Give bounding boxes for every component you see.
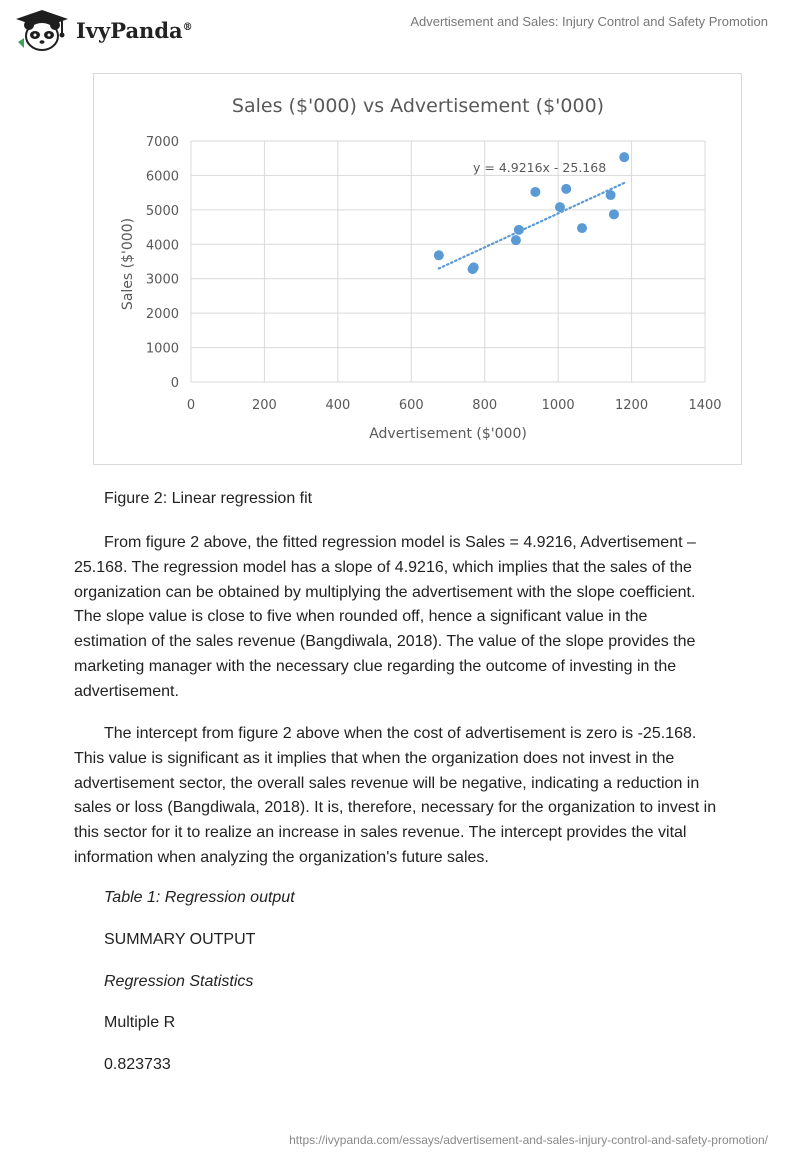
logo[interactable] bbox=[14, 8, 193, 52]
chart-grid bbox=[191, 141, 705, 382]
x-tick-label: 1200 bbox=[615, 398, 649, 413]
y-tick-label: 5000 bbox=[145, 203, 179, 219]
y-tick-label: 6000 bbox=[145, 169, 179, 185]
data-point bbox=[434, 250, 444, 260]
trendline-equation: y = 4.9216x - 25.168 bbox=[473, 160, 607, 175]
trendline bbox=[439, 183, 624, 269]
x-tick-label: 1000 bbox=[541, 398, 575, 413]
paragraph-intercept: The intercept from figure 2 above when the cost of advertisement is zero is -25.168. This value is significant as it implies that when the organization does not invest in the advertisement sector, the overall sales revenue will be negative, indicating a reduction in sales or loss (Bangdiwala, 2018). It is, therefore, necessary for the organization to invest in this sector for it to realize an increase in sales revenue. The intercept provides the vital information when analyzing the organization's future sales. bbox=[74, 725, 717, 866]
registered-mark: ® bbox=[182, 21, 193, 33]
data-point bbox=[609, 209, 619, 219]
y-tick-label: 7000 bbox=[145, 135, 179, 150]
data-point bbox=[561, 184, 571, 194]
panda-logo-icon bbox=[14, 8, 70, 52]
paragraph-slope: From figure 2 above, the fitted regression model is Sales = 4.9216, Advertisement – 25.168. The regression model has a slope of 4.9216, which implies that the sales of the organization can be obtained by multiplying the advertisement with the slope coefficient. The slope value is close to five when rounded off, hence a significant value in the estimation of the sales revenue (Bangdiwala, 2018). The value of the slope provides the marketing manager with the necessary clue regarding the outcome of investing in the advertisement. bbox=[74, 534, 696, 700]
y-tick-label: 1000 bbox=[145, 341, 179, 357]
brand-name: IvyPanda® bbox=[76, 17, 193, 43]
y-tick-label: 0 bbox=[170, 376, 179, 391]
source-url[interactable]: https://ivypanda.com/essays/advertisement-and-sales-injury-control-and-safety-promotion/ bbox=[289, 1133, 768, 1147]
chart-canvas bbox=[94, 74, 741, 464]
data-point bbox=[619, 152, 629, 162]
data-point bbox=[606, 190, 616, 200]
chart-ticks bbox=[146, 135, 722, 413]
x-tick-label: 200 bbox=[252, 398, 277, 413]
scatter-chart bbox=[93, 73, 742, 465]
stat-value: 0.823733 bbox=[104, 1056, 171, 1073]
stat-label: Multiple R bbox=[104, 1014, 176, 1031]
data-point bbox=[514, 225, 524, 235]
chart-title: Sales ($'000) vs Advertisement ($'000) bbox=[231, 95, 605, 117]
x-tick-label: 1400 bbox=[688, 398, 722, 413]
y-tick-label: 3000 bbox=[145, 272, 179, 288]
table-caption: Table 1: Regression output bbox=[104, 889, 295, 906]
x-tick-label: 800 bbox=[472, 398, 498, 413]
y-tick-label: 2000 bbox=[145, 307, 179, 323]
data-point bbox=[577, 223, 587, 233]
x-tick-label: 0 bbox=[186, 398, 196, 413]
y-tick-label: 4000 bbox=[145, 238, 179, 254]
summary-output-heading: SUMMARY OUTPUT bbox=[104, 931, 256, 948]
data-point bbox=[511, 235, 521, 245]
document-title: Advertisement and Sales: Injury Control and Safety Promotion bbox=[410, 14, 768, 29]
y-axis-label: Sales ($'000) bbox=[120, 217, 136, 311]
data-point bbox=[555, 202, 565, 212]
page-header bbox=[0, 0, 800, 60]
figure-caption: Figure 2: Linear regression fit bbox=[104, 490, 313, 507]
x-axis-label: Advertisement ($'000) bbox=[369, 426, 527, 442]
chart-trendline bbox=[439, 183, 624, 269]
x-tick-label: 600 bbox=[398, 398, 424, 413]
regression-statistics-heading: Regression Statistics bbox=[104, 973, 254, 990]
data-point bbox=[530, 187, 540, 197]
data-point bbox=[469, 262, 479, 272]
x-tick-label: 400 bbox=[325, 398, 351, 413]
